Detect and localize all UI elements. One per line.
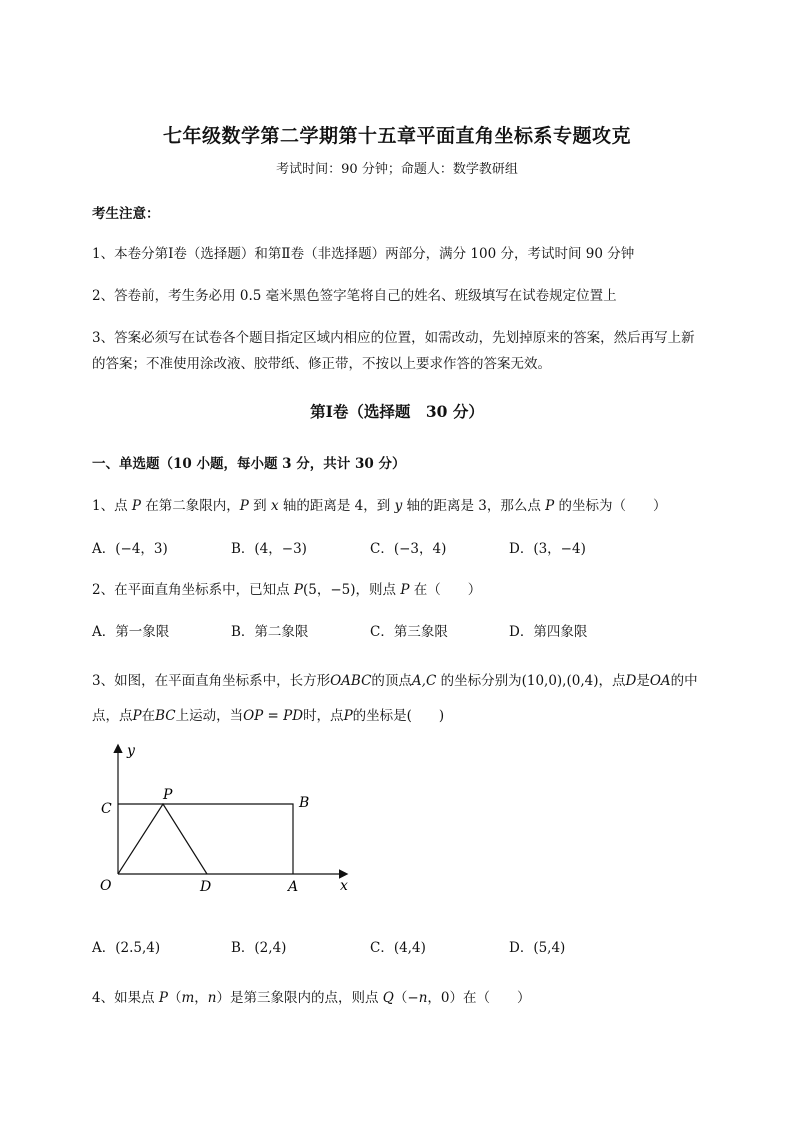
question-2: 2、在平面直角坐标系中，已知点 P(5，−5)，则点 P 在（ ）: [92, 582, 482, 598]
label-c: C: [101, 801, 112, 817]
part-heading: 一、单选题（10 小题，每小题 3 分，共计 30 分）: [92, 456, 406, 472]
notice-item-3-cont: 的答案；不准使用涂改液、胶带纸、修正带，不按以上要求作答的答案无效。: [92, 356, 551, 372]
rectangle-oabc: [118, 804, 293, 874]
coordinate-figure: [90, 740, 370, 900]
q1-option-b: B．(4，−3): [231, 541, 307, 557]
notice-item-2: 2、答卷前，考生务必用 0.5 毫米黑色签字笔将自己的姓名、班级填写在试卷规定位置上: [92, 288, 617, 304]
q2-option-b: B．第二象限: [231, 624, 309, 640]
q2-option-a: A．第一象限: [92, 624, 170, 640]
question-1: 1、点 P 在第二象限内，P 到 x 轴的距离是 4，到 y 轴的距离是 3，那么点 P 的坐标为（ ）: [92, 498, 667, 514]
triangle-opd: [118, 804, 207, 874]
q3-option-a: A．(2.5,4): [92, 940, 161, 956]
label-x: x: [340, 878, 348, 894]
q1-option-c: C．(−3，4): [370, 541, 447, 557]
label-o: O: [100, 878, 112, 894]
question-3-line-1: 3、如图，在平面直角坐标系中，长方形OABC的顶点A,C 的坐标分别为(10,0),(0,4)，点D是OA的中: [92, 673, 698, 689]
label-d: D: [200, 879, 212, 895]
q3-option-b: B．(2,4): [231, 940, 287, 956]
label-b: B: [299, 795, 310, 811]
section-heading: 第Ⅰ卷（选择题 30 分）: [310, 402, 484, 421]
q2-option-c: C．第三象限: [370, 624, 448, 640]
exam-subtitle: 考试时间：90 分钟；命题人：数学教研组: [276, 162, 518, 177]
label-p: P: [163, 787, 173, 803]
notice-item-1: 1、本卷分第Ⅰ卷（选择题）和第Ⅱ卷（非选择题）两部分，满分 100 分，考试时间 90 分钟: [92, 246, 635, 262]
q1-option-d: D．(3，−4): [509, 541, 586, 557]
q3-option-c: C．(4,4): [370, 940, 426, 956]
q1-option-a: A．(−4，3): [92, 541, 168, 557]
exam-title: 七年级数学第二学期第十五章平面直角坐标系专题攻克: [162, 125, 631, 147]
notice-item-3: 3、答案必须写在试卷各个题目指定区域内相应的位置，如需改动，先划掉原来的答案，然后再写上新: [92, 330, 695, 346]
q2-option-d: D．第四象限: [509, 624, 588, 640]
label-y: y: [127, 743, 135, 759]
question-3-line-2: 点，点P在BC上运动，当OP = PD时，点P的坐标是( ): [92, 708, 445, 724]
question-4: 4、如果点 P（m，n）是第三象限内的点，则点 Q（−n，0）在（ ）: [92, 990, 531, 1006]
notice-heading: 考生注意：: [92, 206, 160, 222]
q3-option-d: D．(5,4): [509, 940, 566, 956]
label-a: A: [288, 879, 299, 895]
